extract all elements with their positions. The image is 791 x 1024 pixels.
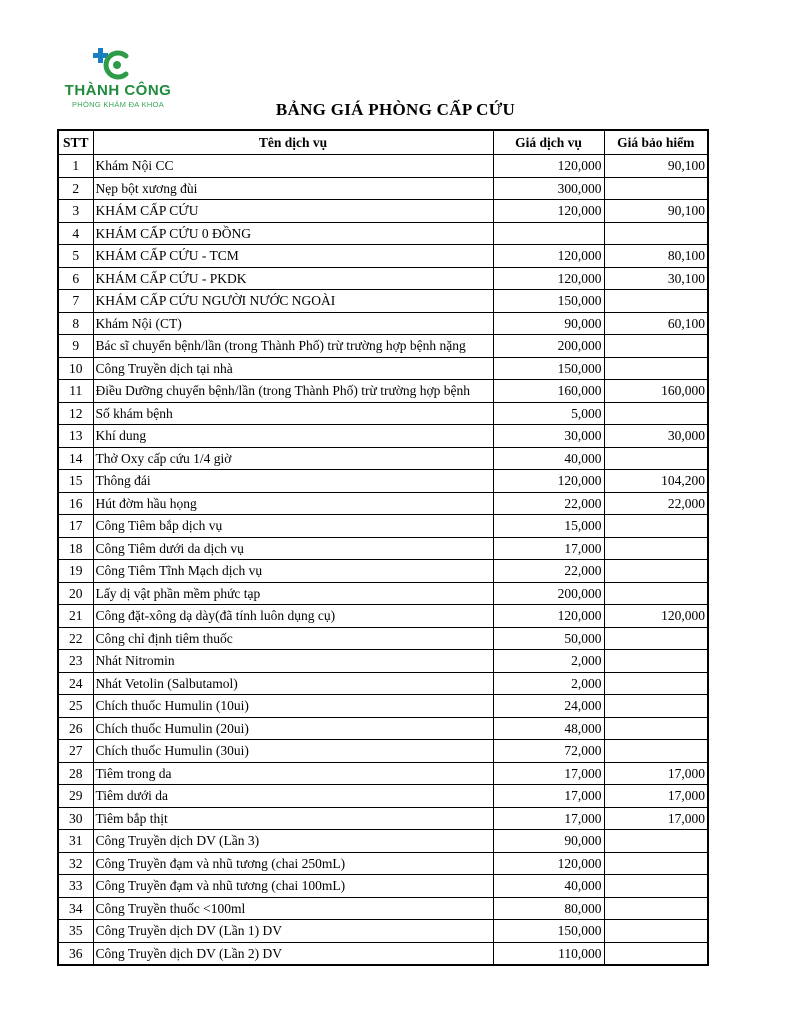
row-insurance-price: 30,100 [604,267,708,290]
table-row [58,830,708,853]
row-service-name: Hút đờm hầu họng [93,492,493,515]
row-stt: 10 [58,357,93,380]
row-stt: 20 [58,582,93,605]
row-stt: 14 [58,447,93,470]
row-service-name: Nẹp bột xương đùi [93,177,493,200]
row-service-name: Bác sĩ chuyển bệnh/lần (trong Thành Phố) trừ trường hợp bệnh nặng [93,335,493,358]
row-stt: 11 [58,380,93,403]
table-row [58,425,708,448]
row-insurance-price [604,650,708,673]
row-insurance-price [604,852,708,875]
row-insurance-price [604,402,708,425]
row-service-name: Nhát Vetolin (Salbutamol) [93,672,493,695]
row-stt: 32 [58,852,93,875]
row-stt: 34 [58,897,93,920]
clinic-cross-c-logo-icon [82,46,154,82]
header-service-price: Giá dịch vụ [493,130,604,155]
row-service-name: Tiêm dưới da [93,785,493,808]
row-insurance-price: 17,000 [604,785,708,808]
table-row [58,560,708,583]
row-service-name: Tiêm bắp thịt [93,807,493,830]
row-service-name: Công Truyền thuốc <100ml [93,897,493,920]
row-service-name: Công chỉ định tiêm thuốc [93,627,493,650]
row-service-name: Nhát Nitromin [93,650,493,673]
row-service-price: 2,000 [493,650,604,673]
logo-subtitle: PHÒNG KHÁM ĐA KHOA [71,100,165,109]
row-service-price: 17,000 [493,785,604,808]
row-stt: 26 [58,717,93,740]
table-row [58,605,708,628]
table-header-row [58,130,708,155]
row-service-price: 90,000 [493,312,604,335]
row-service-price [493,222,604,245]
row-service-name: Khí dung [93,425,493,448]
table-row [58,672,708,695]
header-insurance-price: Giá bảo hiểm [604,130,708,155]
row-service-name: Lấy dị vật phần mềm phức tạp [93,582,493,605]
row-service-price: 80,000 [493,897,604,920]
row-service-name: KHÁM CẤP CỨU [93,200,493,223]
row-service-name: Công Truyền đạm và nhũ tương (chai 250mL) [93,852,493,875]
row-stt: 5 [58,245,93,268]
row-insurance-price [604,672,708,695]
row-stt: 33 [58,875,93,898]
row-service-name: Công Truyền dịch DV (Lần 3) [93,830,493,853]
row-service-price: 90,000 [493,830,604,853]
row-stt: 1 [58,155,93,178]
row-service-price: 24,000 [493,695,604,718]
row-stt: 8 [58,312,93,335]
row-service-name: Chích thuốc Humulin (20ui) [93,717,493,740]
table-row [58,492,708,515]
row-service-name: KHÁM CẤP CỨU 0 ĐỒNG [93,222,493,245]
row-service-price: 17,000 [493,762,604,785]
row-stt: 35 [58,920,93,943]
row-service-price: 150,000 [493,920,604,943]
row-service-price: 200,000 [493,582,604,605]
row-insurance-price: 17,000 [604,807,708,830]
row-service-price: 120,000 [493,155,604,178]
row-service-price: 120,000 [493,200,604,223]
row-service-name: Tiêm trong da [93,762,493,785]
row-stt: 24 [58,672,93,695]
table-row [58,897,708,920]
table-row [58,942,708,965]
table-row [58,785,708,808]
row-insurance-price: 160,000 [604,380,708,403]
table-row [58,245,708,268]
table-row [58,582,708,605]
row-insurance-price [604,582,708,605]
row-service-name: Thở Oxy cấp cứu 1/4 giờ [93,447,493,470]
table-row [58,920,708,943]
row-service-name: Công đặt-xông dạ dày(đã tính luôn dụng cụ) [93,605,493,628]
table-row [58,357,708,380]
row-stt: 21 [58,605,93,628]
row-service-price: 120,000 [493,245,604,268]
logo-name: THÀNH CÔNG [64,82,172,99]
row-stt: 31 [58,830,93,853]
row-service-price: 2,000 [493,672,604,695]
table-row [58,290,708,313]
row-insurance-price [604,290,708,313]
row-service-name: Khám Nội (CT) [93,312,493,335]
row-service-price: 5,000 [493,402,604,425]
row-insurance-price [604,897,708,920]
row-service-name: Công Tiêm Tĩnh Mạch dịch vụ [93,560,493,583]
row-insurance-price [604,447,708,470]
row-service-price: 15,000 [493,515,604,538]
row-service-name: Công Truyền đạm và nhũ tương (chai 100mL) [93,875,493,898]
row-service-price: 72,000 [493,740,604,763]
row-service-name: Công Truyền dịch DV (Lần 2) DV [93,942,493,965]
row-stt: 7 [58,290,93,313]
row-service-name: Chích thuốc Humulin (10ui) [93,695,493,718]
row-stt: 9 [58,335,93,358]
row-insurance-price [604,357,708,380]
table-row [58,155,708,178]
row-service-price: 120,000 [493,470,604,493]
row-stt: 19 [58,560,93,583]
row-insurance-price [604,537,708,560]
row-stt: 4 [58,222,93,245]
row-service-price: 150,000 [493,357,604,380]
table-row [58,740,708,763]
price-table-body [58,155,708,966]
row-service-name: Công Tiêm bắp dịch vụ [93,515,493,538]
header-stt: STT [58,130,93,155]
row-stt: 17 [58,515,93,538]
row-service-name: Số khám bệnh [93,402,493,425]
table-row [58,627,708,650]
row-service-price: 40,000 [493,447,604,470]
row-service-price: 48,000 [493,717,604,740]
row-insurance-price [604,920,708,943]
price-table [57,129,709,966]
row-service-name: Khám Nội CC [93,155,493,178]
row-stt: 27 [58,740,93,763]
table-row [58,335,708,358]
row-insurance-price [604,830,708,853]
row-insurance-price [604,335,708,358]
row-stt: 3 [58,200,93,223]
row-insurance-price [604,222,708,245]
row-stt: 25 [58,695,93,718]
row-service-price: 22,000 [493,560,604,583]
row-stt: 22 [58,627,93,650]
row-stt: 13 [58,425,93,448]
row-insurance-price: 22,000 [604,492,708,515]
row-service-price: 17,000 [493,807,604,830]
row-stt: 18 [58,537,93,560]
table-row [58,717,708,740]
row-stt: 30 [58,807,93,830]
row-insurance-price [604,875,708,898]
table-row [58,875,708,898]
row-service-name: Chích thuốc Humulin (30ui) [93,740,493,763]
row-stt: 2 [58,177,93,200]
row-service-price: 160,000 [493,380,604,403]
table-row [58,762,708,785]
table-row [58,695,708,718]
row-insurance-price: 104,200 [604,470,708,493]
row-insurance-price [604,560,708,583]
row-stt: 29 [58,785,93,808]
table-row [58,200,708,223]
row-stt: 12 [58,402,93,425]
row-service-name: KHÁM CẤP CỨU - PKDK [93,267,493,290]
row-service-name: KHÁM CẤP CỨU NGƯỜI NƯỚC NGOÀI [93,290,493,313]
row-service-price: 17,000 [493,537,604,560]
table-row [58,852,708,875]
row-insurance-price: 90,100 [604,155,708,178]
row-insurance-price [604,177,708,200]
row-service-price: 30,000 [493,425,604,448]
row-stt: 36 [58,942,93,965]
table-row [58,807,708,830]
row-stt: 6 [58,267,93,290]
row-stt: 16 [58,492,93,515]
table-row [58,447,708,470]
table-row [58,267,708,290]
row-service-name: KHÁM CẤP CỨU - TCM [93,245,493,268]
row-stt: 28 [58,762,93,785]
table-row [58,650,708,673]
table-row [58,222,708,245]
table-row [58,470,708,493]
row-service-price: 300,000 [493,177,604,200]
row-insurance-price: 30,000 [604,425,708,448]
row-service-price: 120,000 [493,267,604,290]
row-insurance-price [604,627,708,650]
row-insurance-price: 60,100 [604,312,708,335]
row-service-name: Công Tiêm dưới da dịch vụ [93,537,493,560]
row-insurance-price [604,942,708,965]
table-row [58,515,708,538]
row-insurance-price [604,695,708,718]
row-stt: 23 [58,650,93,673]
table-row [58,312,708,335]
row-service-name: Công Truyền dịch tại nhà [93,357,493,380]
row-service-name: Thông đái [93,470,493,493]
row-insurance-price: 90,100 [604,200,708,223]
row-insurance-price: 80,100 [604,245,708,268]
row-service-price: 22,000 [493,492,604,515]
row-service-price: 120,000 [493,605,604,628]
row-insurance-price [604,515,708,538]
row-service-price: 150,000 [493,290,604,313]
header-service-name: Tên dịch vụ [93,130,493,155]
row-insurance-price: 120,000 [604,605,708,628]
row-service-price: 40,000 [493,875,604,898]
table-row [58,380,708,403]
row-service-price: 50,000 [493,627,604,650]
row-stt: 15 [58,470,93,493]
table-row [58,177,708,200]
row-service-name: Điều Dưỡng chuyển bệnh/lần (trong Thành Phố) trừ trường hợp bệnh [93,380,493,403]
row-service-name: Công Truyền dịch DV (Lần 1) DV [93,920,493,943]
row-insurance-price [604,717,708,740]
row-service-price: 200,000 [493,335,604,358]
table-row [58,402,708,425]
row-service-price: 120,000 [493,852,604,875]
row-service-price: 110,000 [493,942,604,965]
row-insurance-price [604,740,708,763]
row-insurance-price: 17,000 [604,762,708,785]
table-row [58,537,708,560]
page-title: BẢNG GIÁ PHÒNG CẤP CỨU [275,100,516,119]
